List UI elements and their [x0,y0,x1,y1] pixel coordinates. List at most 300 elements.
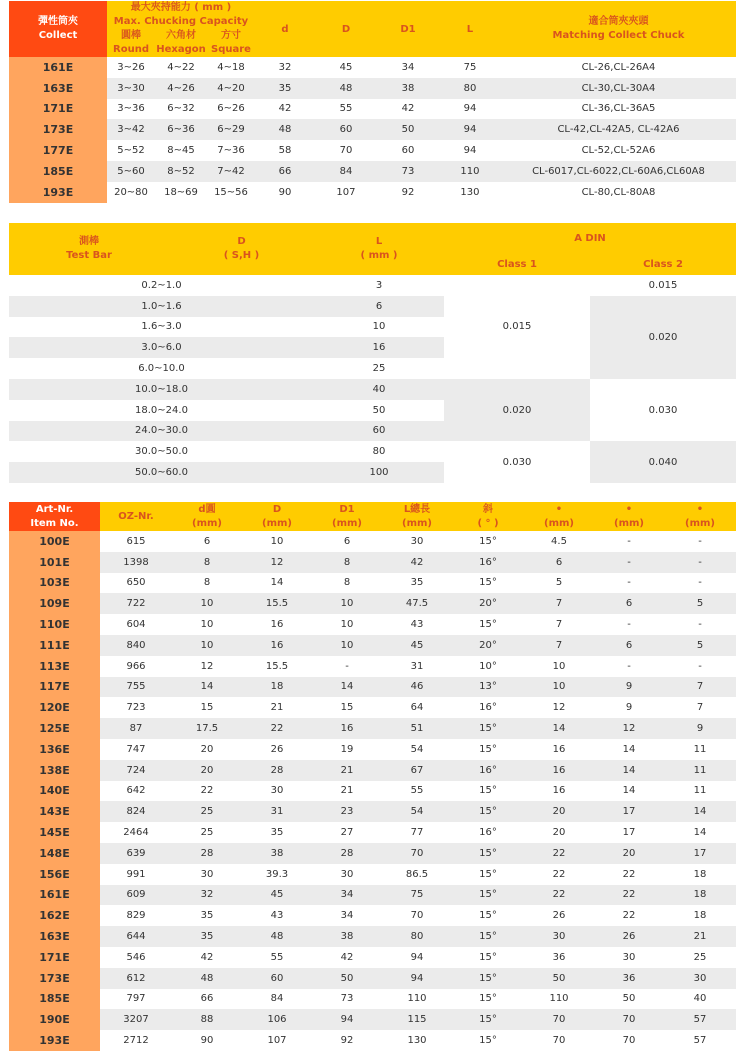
D-value: 22 [242,718,312,739]
dim2-value: 14 [594,760,664,781]
dim2-value: 36 [594,968,664,989]
dim1-value: 36 [524,947,594,968]
capacity-header-en: Max. Chucking Capacity [113,16,249,27]
L-value: 35 [382,573,452,594]
dim2-value: 6 [594,593,664,614]
dim3-value: 5 [664,593,736,614]
dim3-value: - [664,531,736,552]
angle-value: 15° [452,926,524,947]
unit-label: (mm) [192,517,222,529]
D1-value: 10 [312,635,382,656]
L-value: 45 [382,635,452,656]
collect-id: 177E [9,140,107,161]
D-value: 12 [242,552,312,573]
dim2-value: 30 [594,947,664,968]
art-header-en: Art-Nr. [35,503,74,515]
item-header-en: Item No. [30,517,79,529]
collect-header-zh: 彈性筒夾 [38,16,78,27]
angle-value: 15° [452,843,524,864]
angle-value: 15° [452,573,524,594]
test-bar-body [9,275,736,483]
d-value: 20 [172,739,242,760]
capacity-header-zh: 最大夾持能力 ( mm ) [130,2,232,13]
D-value: 48 [242,926,312,947]
table-row [9,573,736,594]
angle-value: 15° [452,781,524,802]
D-value: 39.3 [242,864,312,885]
item-id: 173E [9,968,100,989]
table-row [9,801,736,822]
dim3-value: - [664,573,736,594]
D-value: 55 [315,99,377,120]
item-id: 100E [9,531,100,552]
table-row [9,822,736,843]
angle-value: 15° [452,885,524,906]
dim1-value: 7 [524,635,594,656]
testbar-d-header [169,223,314,275]
testbar-l-sub: ( mm ) [360,250,398,261]
dim1-value: 70 [524,1030,594,1051]
D1-value: 73 [312,989,382,1010]
hex-value: 18~69 [155,182,207,203]
d-value: 48 [172,968,242,989]
angle-value: 15° [452,947,524,968]
round-value: 3~36 [107,99,155,120]
D-value: 84 [242,989,312,1010]
testbar-l-value: 16 [314,337,444,358]
dim1-value: 7 [524,614,594,635]
item-id: 162E [9,905,100,926]
testbar-d-value: 10.0~18.0 [9,379,314,400]
item-id: 111E [9,635,100,656]
d-value: 10 [172,593,242,614]
item-id: 156E [9,864,100,885]
item-spec-table [9,502,736,1051]
angle-value: 15° [452,1030,524,1051]
testbar-l-value: 10 [314,317,444,338]
D-value: 30 [242,781,312,802]
dim1-value: 20 [524,822,594,843]
table-row [9,718,736,739]
oz-value: 609 [100,885,172,906]
item-id: 148E [9,843,100,864]
dim3-value: 7 [664,677,736,698]
d-value: 25 [172,822,242,843]
angle-value: 13° [452,677,524,698]
d-value: 90 [255,182,315,203]
table-row [9,635,736,656]
d-value: 25 [172,801,242,822]
testbar-l-value: 25 [314,358,444,379]
D-value: 31 [242,801,312,822]
dim1-value: 5 [524,573,594,594]
oz-value: 642 [100,781,172,802]
dim3-value: - [664,552,736,573]
oz-value: 87 [100,718,172,739]
item-id: 117E [9,677,100,698]
angle-value: 15° [452,989,524,1010]
dim2-value: - [594,531,664,552]
hex-value: 6~32 [155,99,207,120]
D-value: 26 [242,739,312,760]
testbar-d-sub: ( S,H ) [223,250,260,261]
L-value: 31 [382,656,452,677]
chuck-value: CL-30,CL-30A4 [501,78,736,99]
dim2-value: 12 [594,718,664,739]
item-id: 143E [9,801,100,822]
D1-value: 15 [312,697,382,718]
dim2-value: 22 [594,905,664,926]
oz-value: 546 [100,947,172,968]
D-value: 16 [242,635,312,656]
table-row [9,926,736,947]
oz-header: OZ-Nr. [100,502,172,531]
angle-value: 10° [452,656,524,677]
D1-header: D1 [377,1,439,57]
dim2-header [594,502,664,531]
class2-value: 0.030 [590,379,736,441]
angle-value: 15° [452,905,524,926]
d-value: 17.5 [172,718,242,739]
D1-value: 16 [312,718,382,739]
chuck-value: CL-6017,CL-6022,CL-60A6,CL60A8 [501,161,736,182]
dim3-value: 57 [664,1009,736,1030]
L-value: 86.5 [382,864,452,885]
dim2-value: 17 [594,822,664,843]
capacity-header [107,1,255,57]
D-value: 10 [242,531,312,552]
dim3-value: 17 [664,843,736,864]
dim1-value: 30 [524,926,594,947]
hex-value: 4~22 [155,57,207,78]
oz-value: 991 [100,864,172,885]
dim1-value: 10 [524,656,594,677]
dim3-value: 7 [664,697,736,718]
table-row [9,677,736,698]
d-value: 28 [172,843,242,864]
testbar-header-zh: 測棒 [79,236,99,247]
D1-value: 38 [377,78,439,99]
unit-label: (mm) [614,517,644,529]
dim3-value: 5 [664,635,736,656]
dim3-value: 11 [664,781,736,802]
D1-value: 34 [377,57,439,78]
D1-value: 50 [377,119,439,140]
d-value: 10 [172,614,242,635]
L-value: 94 [439,140,501,161]
dim1-value: 50 [524,968,594,989]
D1-value: 10 [312,593,382,614]
dim2-value: 20 [594,843,664,864]
d-value: 14 [172,677,242,698]
dim3-value: - [664,656,736,677]
item-id: 140E [9,781,100,802]
dim2-value: 26 [594,926,664,947]
angle-value: 16° [452,760,524,781]
dim2-value: 22 [594,885,664,906]
d-value: 35 [172,926,242,947]
testbar-d-value: 0.2~1.0 [9,275,314,296]
d-value: 8 [172,552,242,573]
hex-value: 8~45 [155,140,207,161]
table-row [9,656,736,677]
testbar-l-value: 60 [314,421,444,442]
hex-zh: 六角材 [166,30,196,41]
oz-value: 3207 [100,1009,172,1030]
dim1-value: 22 [524,843,594,864]
table-row [9,1030,736,1051]
oz-value: 747 [100,739,172,760]
D-value: 84 [315,161,377,182]
D1-value: 28 [312,843,382,864]
dim1-value: 20 [524,801,594,822]
class1-header: Class 1 [444,253,590,275]
d-value: 22 [172,781,242,802]
dim1-value: 22 [524,885,594,906]
D-value: 38 [242,843,312,864]
testbar-l-value: 50 [314,400,444,421]
D1-value: 34 [312,885,382,906]
chuck-header [501,1,736,57]
angle-value: 15° [452,739,524,760]
dim1-value: 7 [524,593,594,614]
L-value: 70 [382,843,452,864]
oz-value: 723 [100,697,172,718]
adin-header: A DIN [444,223,736,253]
oz-value: 829 [100,905,172,926]
L-value: 42 [382,552,452,573]
dim1-value: 110 [524,989,594,1010]
item-id: 190E [9,1009,100,1030]
d-value: 42 [255,99,315,120]
L-value: 70 [382,905,452,926]
collect-id: 171E [9,99,107,120]
oz-value: 604 [100,614,172,635]
oz-value: 724 [100,760,172,781]
square-value: 4~18 [207,57,255,78]
dim2-value: - [594,573,664,594]
oz-value: 650 [100,573,172,594]
dim2-value: 6 [594,635,664,656]
dim2-value: 9 [594,677,664,698]
dim1-value: 16 [524,739,594,760]
D-header [242,502,312,531]
d-value: 58 [255,140,315,161]
D1-value: 42 [312,947,382,968]
L-value: 94 [439,119,501,140]
D-value: 107 [315,182,377,203]
D1-value: 8 [312,552,382,573]
D1-value: 42 [377,99,439,120]
dot-icon: • [555,503,563,515]
class1-value: 0.015 [444,275,590,379]
dim2-value: 17 [594,801,664,822]
testbar-l-header [314,223,444,275]
unit-label: (mm) [685,517,715,529]
D-value: 15.5 [242,593,312,614]
table-row [9,781,736,802]
chuck-header-en: Matching Collect Chuck [552,30,685,41]
dim1-value: 12 [524,697,594,718]
L-value: 43 [382,614,452,635]
L-value: 130 [382,1030,452,1051]
square-value: 7~36 [207,140,255,161]
oz-value: 615 [100,531,172,552]
round-value: 5~52 [107,140,155,161]
item-id: 193E [9,1030,100,1051]
chuck-header-zh: 適合筒夾夾頭 [588,16,649,27]
table-row [9,1009,736,1030]
L-header: L [439,1,501,57]
table-row [9,552,736,573]
d-value: 42 [172,947,242,968]
table-row [9,905,736,926]
L-value: 54 [382,801,452,822]
D1-value: 92 [377,182,439,203]
dim2-value: - [594,614,664,635]
hex-value: 4~26 [155,78,207,99]
class2-value: 0.015 [590,275,736,296]
dim3-value: 11 [664,760,736,781]
d-value: 10 [172,635,242,656]
dim2-value: - [594,552,664,573]
D1-value: 23 [312,801,382,822]
D1-value: 21 [312,760,382,781]
table-row [9,78,736,99]
testbar-d-label: D [237,236,246,247]
item-id: 171E [9,947,100,968]
D1-value: 27 [312,822,382,843]
dot-icon: • [696,503,704,515]
round-value: 3~30 [107,78,155,99]
dim3-value: 18 [664,885,736,906]
collect-id: 185E [9,161,107,182]
class2-header: Class 2 [590,253,736,275]
angle-unit: ( ° ) [477,517,499,529]
D-value: 21 [242,697,312,718]
dim3-value: 21 [664,926,736,947]
angle-value: 15° [452,801,524,822]
D-value: 14 [242,573,312,594]
dim3-value: 11 [664,739,736,760]
item-id: 103E [9,573,100,594]
D-value: 43 [242,905,312,926]
d-round-label: d圓 [198,503,216,515]
dim1-value: 6 [524,552,594,573]
angle-value: 15° [452,614,524,635]
table-row [9,885,736,906]
dim2-value: 14 [594,781,664,802]
round-value: 20~80 [107,182,155,203]
L-value: 64 [382,697,452,718]
testbar-d-value: 1.6~3.0 [9,317,314,338]
d-value: 15 [172,697,242,718]
d-value: 8 [172,573,242,594]
chuck-value: CL-36,CL-36A5 [501,99,736,120]
d-value: 88 [172,1009,242,1030]
table-row [9,57,736,78]
d-value: 90 [172,1030,242,1051]
D1-header [312,502,382,531]
round-zh: 圓棒 [121,30,141,41]
square-value: 4~20 [207,78,255,99]
oz-value: 755 [100,677,172,698]
testbar-d-value: 18.0~24.0 [9,400,314,421]
square-value: 6~26 [207,99,255,120]
D1-value: 8 [312,573,382,594]
dim1-value: 70 [524,1009,594,1030]
round-en: Round [113,44,149,55]
testbar-l-value: 40 [314,379,444,400]
L-label: L總長 [403,503,431,515]
item-id: 185E [9,989,100,1010]
square-en: Square [211,44,251,55]
item-id: 110E [9,614,100,635]
D-value: 18 [242,677,312,698]
dim1-header [524,502,594,531]
round-value: 3~42 [107,119,155,140]
d-value: 35 [172,905,242,926]
dim2-value: 14 [594,739,664,760]
angle-value: 15° [452,531,524,552]
hex-value: 8~52 [155,161,207,182]
dim1-value: 4.5 [524,531,594,552]
unit-label: (mm) [402,517,432,529]
table-row [9,843,736,864]
square-value: 7~42 [207,161,255,182]
table-row [9,161,736,182]
L-value: 30 [382,531,452,552]
table-row [9,140,736,161]
dim3-value: 18 [664,905,736,926]
testbar-d-value: 24.0~30.0 [9,421,314,442]
round-value: 5~60 [107,161,155,182]
d-round-header [172,502,242,531]
L-value: 94 [382,947,452,968]
chuck-value: CL-52,CL-52A6 [501,140,736,161]
L-value: 75 [439,57,501,78]
dim3-value: 40 [664,989,736,1010]
L-value: 51 [382,718,452,739]
item-id: 113E [9,656,100,677]
oz-value: 2712 [100,1030,172,1051]
dim1-value: 10 [524,677,594,698]
D-value: 16 [242,614,312,635]
oz-value: 966 [100,656,172,677]
collect-id: 173E [9,119,107,140]
L-value: 55 [382,781,452,802]
D1-value: 30 [312,864,382,885]
dim2-value: - [594,656,664,677]
chuck-value: CL-26,CL-26A4 [501,57,736,78]
table-row [9,614,736,635]
L-value: 77 [382,822,452,843]
d-value: 48 [255,119,315,140]
collect-header-en: Collect [38,30,78,41]
L-value: 54 [382,739,452,760]
D-value: 107 [242,1030,312,1051]
testbar-l-label: L [375,236,383,247]
testbar-l-value: 80 [314,441,444,462]
dim2-value: 50 [594,989,664,1010]
d-value: 12 [172,656,242,677]
dim2-value: 22 [594,864,664,885]
D-value: 60 [242,968,312,989]
D1-value: 60 [377,140,439,161]
testbar-d-value: 1.0~1.6 [9,296,314,317]
D-value: 15.5 [242,656,312,677]
oz-value: 840 [100,635,172,656]
